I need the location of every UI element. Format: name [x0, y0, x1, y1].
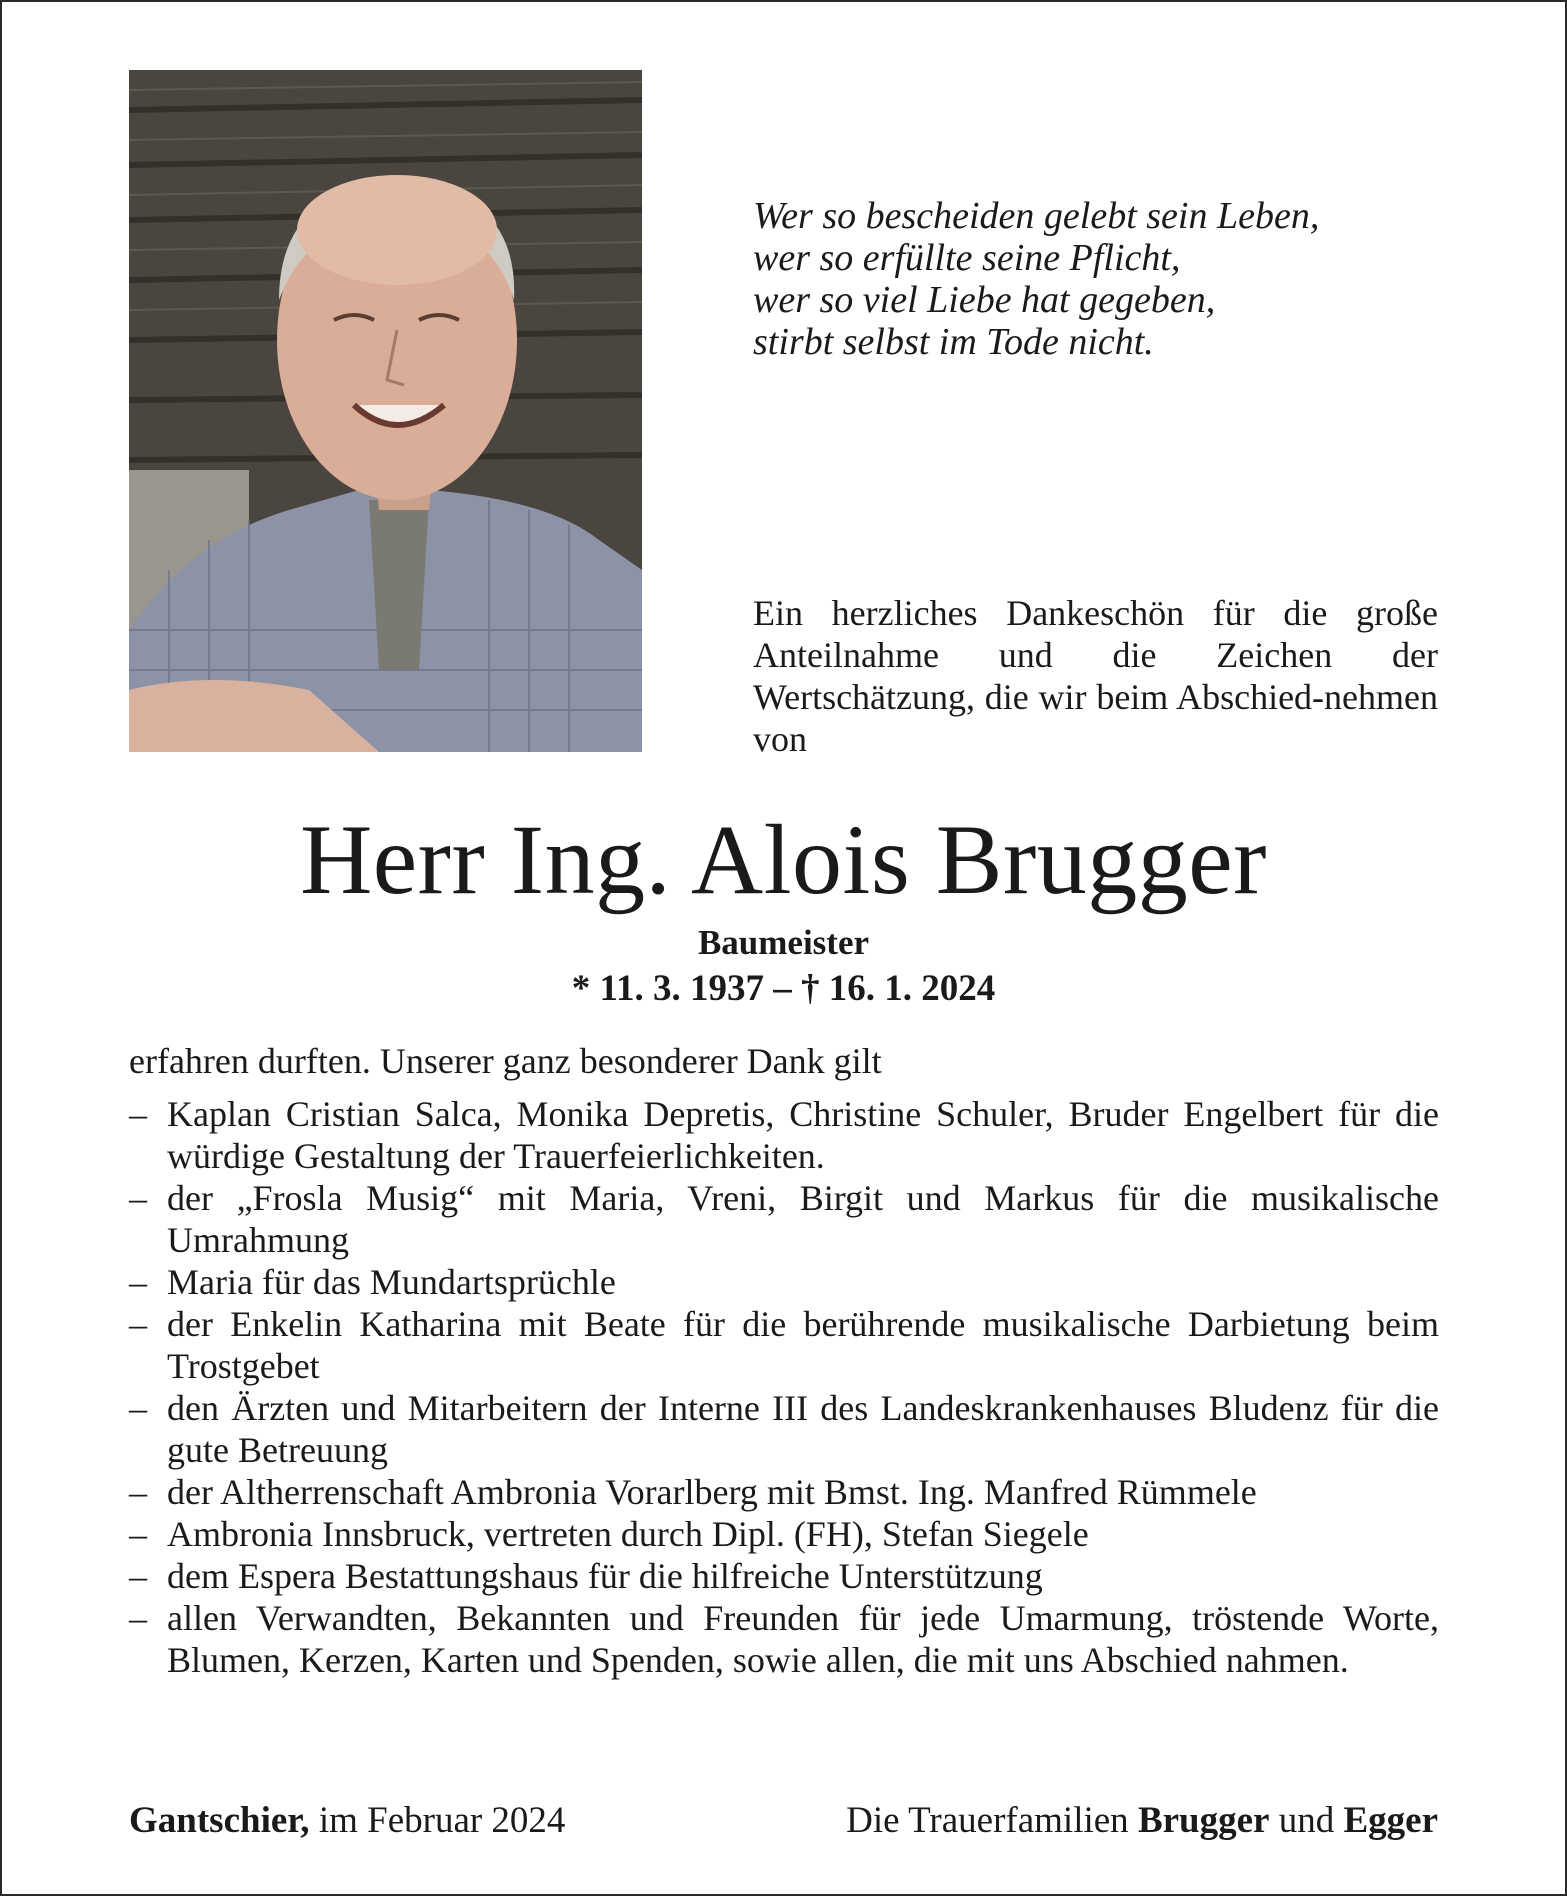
list-dash: – — [129, 1472, 147, 1512]
list-item-text: der Altherrenschaft Ambronia Vorarlberg mit Bmst. Ing. Manfred Rümmele — [167, 1472, 1257, 1512]
thanks-paragraph: Ein herzliches Dankeschön für die große Anteilnahme und die Zeichen der Wertschätzung, die wir beim Abschied-nehmen von — [753, 593, 1438, 759]
poem-line: Wer so bescheiden gelebt sein Leben, — [753, 195, 1320, 237]
poem-line: wer so viel Liebe hat gegeben, — [753, 279, 1216, 321]
footer-family-1: Brugger — [1137, 1800, 1270, 1841]
portrait-photo — [129, 70, 642, 752]
poem-line: stirbt selbst im Tode nicht. — [753, 321, 1154, 363]
list-item — [129, 1261, 1439, 1303]
list-item-text: Ambronia Innsbruck, vertreten durch Dipl. (FH), Stefan Siegele — [167, 1514, 1089, 1554]
footer-place-date — [129, 1800, 565, 1842]
poem — [753, 195, 1453, 363]
poem-line: wer so erfüllte seine Pflicht, — [753, 237, 1181, 279]
list-item — [129, 1597, 1439, 1681]
list-item — [129, 1513, 1439, 1555]
thanks-intro: erfahren durften. Unserer ganz besonderer Dank gilt — [129, 1041, 882, 1081]
list-dash: – — [129, 1514, 147, 1554]
list-dash: – — [129, 1388, 147, 1428]
thanks-list — [129, 1093, 1439, 1681]
footer-conjunction: und — [1278, 1800, 1335, 1841]
deceased-name: Herr Ing. Alois Brugger — [300, 804, 1267, 915]
list-item-text: der „Frosla Musig“ mit Maria, Vreni, Birgit und Markus für die musikalische Umrahmung — [167, 1178, 1439, 1260]
list-dash: – — [129, 1598, 147, 1638]
footer-families — [846, 1800, 1438, 1842]
list-item-text: Kaplan Cristian Salca, Monika Depretis, Christine Schuler, Bruder Engelbert für die würdige Gestaltung der Trauerfeierlichkeiten. — [167, 1094, 1439, 1176]
portrait-image — [129, 70, 642, 752]
list-dash: – — [129, 1556, 147, 1596]
list-dash: – — [129, 1178, 147, 1218]
footer-date: im Februar 2024 — [318, 1800, 566, 1841]
list-item — [129, 1387, 1439, 1471]
footer-family-2: Egger — [1343, 1800, 1438, 1841]
footer-families-prefix: Die Trauerfamilien — [846, 1800, 1129, 1841]
list-item — [129, 1177, 1439, 1261]
list-dash: – — [129, 1304, 147, 1344]
list-item-text: den Ärzten und Mitarbeitern der Interne III des Landeskrankenhauses Bludenz für die gute Betreuung — [167, 1388, 1439, 1470]
list-item-text: Maria für das Mundartsprüchle — [167, 1262, 616, 1302]
list-item — [129, 1555, 1439, 1597]
list-dash: – — [129, 1094, 147, 1134]
list-item-text: allen Verwandten, Bekannten und Freunden für jede Umarmung, tröstende Worte, Blumen, Kerzen, Karten und Spenden, sowie allen, die mit uns Abschied nahmen. — [167, 1598, 1439, 1680]
list-item-text: dem Espera Bestattungshaus für die hilfreiche Unterstützung — [167, 1556, 1043, 1596]
list-item — [129, 1303, 1439, 1387]
deceased-dates: * 11. 3. 1937 – † 16. 1. 2024 — [571, 968, 996, 1009]
list-item-text: der Enkelin Katharina mit Beate für die berührende musikalische Darbietung beim Trostgebet — [167, 1304, 1439, 1386]
list-item — [129, 1471, 1439, 1513]
list-item — [129, 1093, 1439, 1177]
list-dash: – — [129, 1262, 147, 1302]
footer-place: Gantschier, — [129, 1800, 310, 1841]
deceased-profession: Baumeister — [697, 923, 870, 962]
